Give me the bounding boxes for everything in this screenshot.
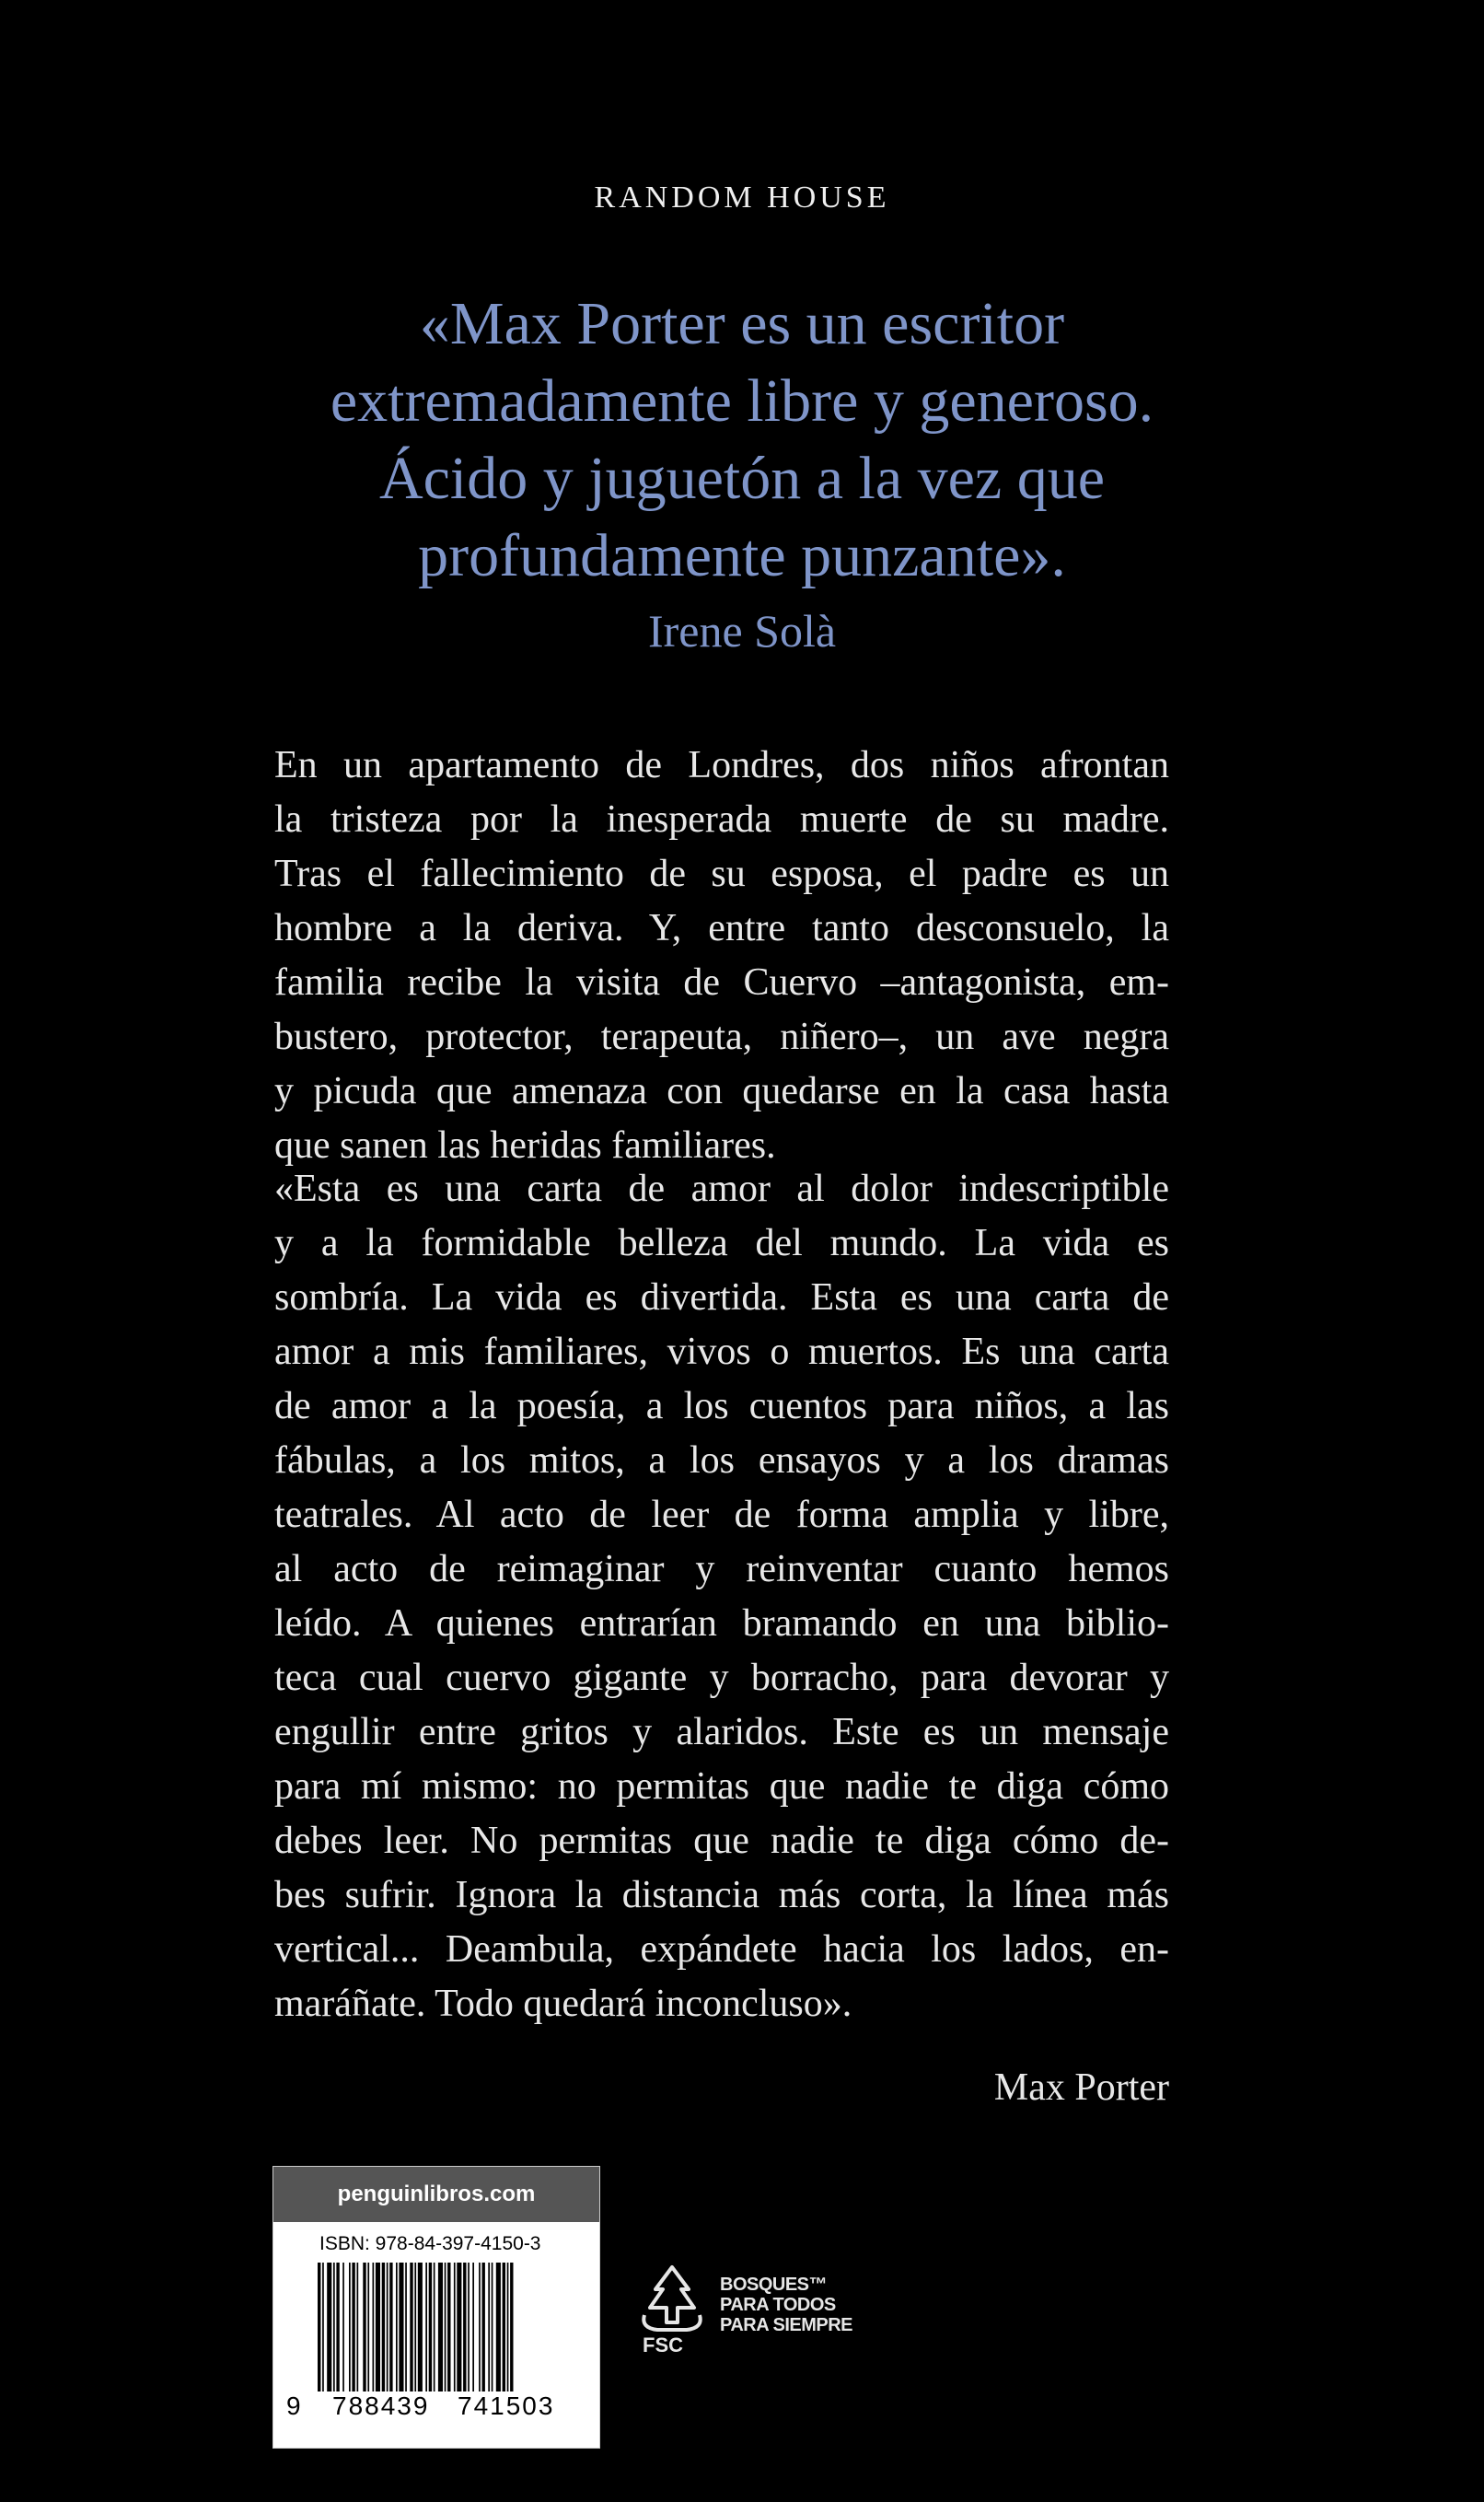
text-line: que sanen las heridas familiares. <box>274 1124 776 1167</box>
publisher-website: penguinlibros.com <box>273 2167 599 2222</box>
barcode-digits-left: 788439 <box>332 2391 430 2420</box>
text-line: la tristeza por la inesperada muerte de su madre. <box>274 798 1169 841</box>
fsc-certification <box>635 2262 875 2363</box>
fsc-label: FSC <box>643 2333 683 2357</box>
blurb-quote <box>0 285 1484 595</box>
text-line: fábulas, a los mitos, a los ensayos y a los dramas <box>274 1439 1169 1482</box>
barcode-digits-right: 741503 <box>458 2391 555 2420</box>
text-line: engullir entre gritos y alaridos. Este es un mensaje <box>274 1711 1169 1753</box>
barcode-panel <box>272 2166 600 2449</box>
barcode-digits <box>273 2391 599 2428</box>
synopsis-paragraph <box>274 739 1169 1173</box>
fsc-slogan-line: BOSQUES™ <box>720 2275 828 2295</box>
text-line: debes leer. No permitas que nadie te diga cómo de- <box>274 1820 1169 1862</box>
text-line: al acto de reimaginar y reinventar cuanto hemos <box>274 1548 1169 1590</box>
publisher-name: RANDOM HOUSE <box>594 180 890 215</box>
text-line: para mí mismo: no permitas que nadie te diga cómo <box>274 1765 1169 1808</box>
text-line: vertical... Deambula, expándete hacia los lados, en- <box>274 1928 1169 1971</box>
barcode-icon <box>318 2263 580 2391</box>
fsc-slogan-line: PARA TODOS <box>720 2295 836 2315</box>
text-line: sombría. La vida es divertida. Esta es una carta de <box>274 1276 1169 1319</box>
text-line: En un apartamento de Londres, dos niños afrontan <box>274 744 1169 786</box>
blurb-author: Irene Solà <box>647 605 837 657</box>
text-line: bes sufrir. Ignora la distancia más corta, la línea más <box>274 1874 1169 1916</box>
text-line: maráñate. Todo quedará inconcluso». <box>274 1983 852 2025</box>
barcode-digit-first: 9 <box>286 2391 301 2420</box>
text-line: familia recibe la visita de Cuervo –antagonista, em- <box>274 961 1169 1004</box>
text-line: y a la formidable belleza del mundo. La vida es <box>274 1222 1169 1264</box>
text-line: y picuda que amenaza con quedarse en la casa hasta <box>274 1070 1169 1112</box>
blurb-line: extremadamente libre y generoso. <box>330 367 1154 435</box>
isbn-label: ISBN: 978-84-397-4150-3 <box>319 2233 541 2254</box>
text-line: leído. A quienes entrarían bramando en una biblio- <box>274 1602 1169 1645</box>
text-line: amor a mis familiares, vivos o muertos. Es una carta <box>274 1331 1169 1373</box>
blurb-line: «Max Porter es un escritor <box>419 290 1065 357</box>
fsc-tree-icon <box>635 2262 709 2335</box>
text-line: teca cual cuervo gigante y borracho, para devorar y <box>274 1657 1169 1699</box>
text-line: bustero, protector, terapeuta, niñero–, un ave negra <box>274 1016 1169 1058</box>
fsc-slogan-line: PARA SIEMPRE <box>720 2315 853 2335</box>
text-line: «Esta es una carta de amor al dolor indescriptible <box>274 1168 1169 1210</box>
text-line: de amor a la poesía, a los cuentos para niños, a las <box>274 1385 1169 1427</box>
blurb-line: profundamente punzante». <box>418 522 1066 589</box>
blurb-line: Ácido y juguetón a la vez que <box>378 445 1106 512</box>
text-line: Tras el fallecimiento de su esposa, el padre es un <box>274 853 1169 895</box>
author-statement-paragraph <box>274 1162 1169 2031</box>
author-signature: Max Porter <box>993 2066 1169 2109</box>
text-line: hombre a la deriva. Y, entre tanto desconsuelo, la <box>274 907 1169 949</box>
fsc-slogan <box>720 2275 852 2335</box>
text-line: teatrales. Al acto de leer de forma amplia y libre, <box>274 1494 1169 1536</box>
